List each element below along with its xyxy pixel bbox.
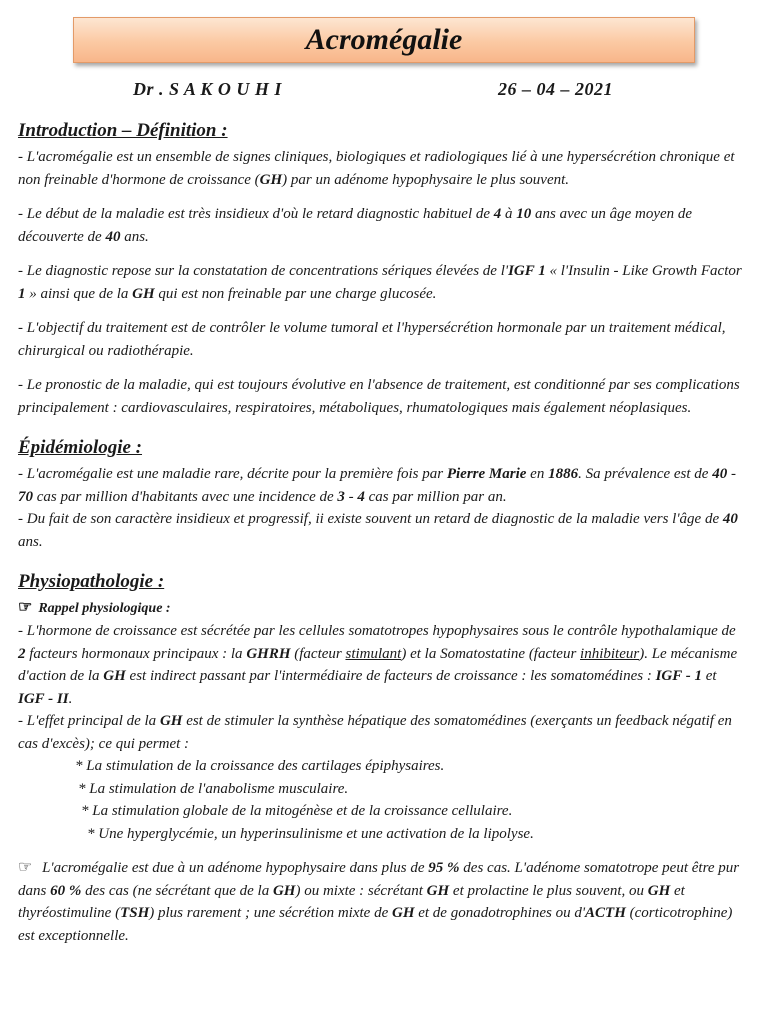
- list-item: * La stimulation globale de la mitogénèse et de la croissance cellulaire.: [81, 803, 513, 819]
- intro-paragraph-2: - Le début de la maladie est très insidieux d'où le retard diagnostic habituel de 4 à 10 ans avec un âge moyen de découverte de 40 ans.: [18, 206, 693, 245]
- list-item: * La stimulation de la croissance des cartilages épiphysaires.: [75, 758, 445, 774]
- list-item: * Une hyperglycémie, un hyperinsulinisme et une activation de la lipolyse.: [87, 825, 534, 842]
- intro-paragraph-4: - L'objectif du traitement est de contrôler le volume tumoral et l'hypersécrétion hormonale par un traitement médical, chirurgical ou radiothérapie.: [18, 320, 726, 359]
- epidemio-paragraph-1: - L'acromégalie est une maladie rare, décrite pour la première fois par Pierre Marie en 1886. Sa prévalence est de 40 - 70 cas par million d'habitants avec une incidence de 3 - 4 cas par million par an.: [18, 466, 736, 505]
- document-body: [18, 118, 746, 947]
- pointing-hand-icon: ☞: [18, 599, 33, 616]
- intro-paragraph-3: - Le diagnostic repose sur la constatation de concentrations sériques élevées de l'IGF 1 « l'Insulin - Like Growth Factor 1 » ainsi que de la GH qui est non freinable par une charge glucosée.: [18, 263, 742, 302]
- pointing-hand-icon: ☞: [18, 859, 33, 876]
- title-banner: [73, 17, 695, 63]
- section-heading-introduction: Introduction – Définition :: [18, 120, 228, 141]
- physio-paragraph-2: - L'effet principal de la GH est de stimuler la synthèse hépatique des somatomédines (exerçants un feedback négatif en cas d'excès); ce qui permet :: [18, 713, 732, 752]
- intro-paragraph-5: - Le pronostic de la maladie, qui est toujours évolutive en l'absence de traitement, est conditionné par ses complications principalement : cardiovasculaires, respiratoires, métaboliques, rhumatologiques mais également néoplasiques.: [18, 377, 740, 416]
- author: Dr . S A K O U H I: [133, 79, 282, 99]
- epidemio-paragraph-2: - Du fait de son caractère insidieux et progressif, ii existe souvent un retard de diagnostic de la maladie vers l'âge de 40 ans.: [18, 511, 738, 550]
- page-title: Acromégalie: [305, 23, 463, 56]
- date: 26 – 04 – 2021: [498, 79, 613, 99]
- list-item: * La stimulation de l'anabolisme musculaire.: [78, 780, 349, 797]
- section-heading-physiopathologie: Physiopathologie :: [18, 571, 165, 592]
- intro-paragraph-1: - L'acromégalie est un ensemble de signes cliniques, biologiques et radiologiques lié à une hypersécrétion chronique et non freinable d'hormone de croissance (GH) par un adénome hypophysaire le plus souvent.: [18, 149, 735, 188]
- physio-paragraph-1: - L'hormone de croissance est sécrétée par les cellules somatotropes hypophysaires sous le contrôle hypothalamique de 2 facteurs hormonaux principaux : la GHRH (facteur stimulant) et la Somatostatine (facteur inhibiteur). Le mécanisme d'action de la GH est indirect passant par l'intermédiaire de facteurs de croissance : les somatomédines : IGF - 1 et IGF - II.: [18, 623, 738, 707]
- subheading-rappel: ☞ Rappel physiologique :: [18, 597, 746, 620]
- section-heading-epidemiologie: Épidémiologie :: [18, 437, 143, 458]
- physio-paragraph-3: ☞ L'acromégalie est due à un adénome hypophysaire dans plus de 95 % des cas. L'adénome somatotrope peut être pur dans 60 % des cas (ne sécrétant que de la GH) ou mixte : sécrétant GH et prolactine le plus souvent, ou GH et thyréostimuline (TSH) plus rarement ; une sécrétion mixte de GH et de gonadotrophines ou d'ACTH (corticotrophine) est exceptionnelle.: [18, 859, 740, 944]
